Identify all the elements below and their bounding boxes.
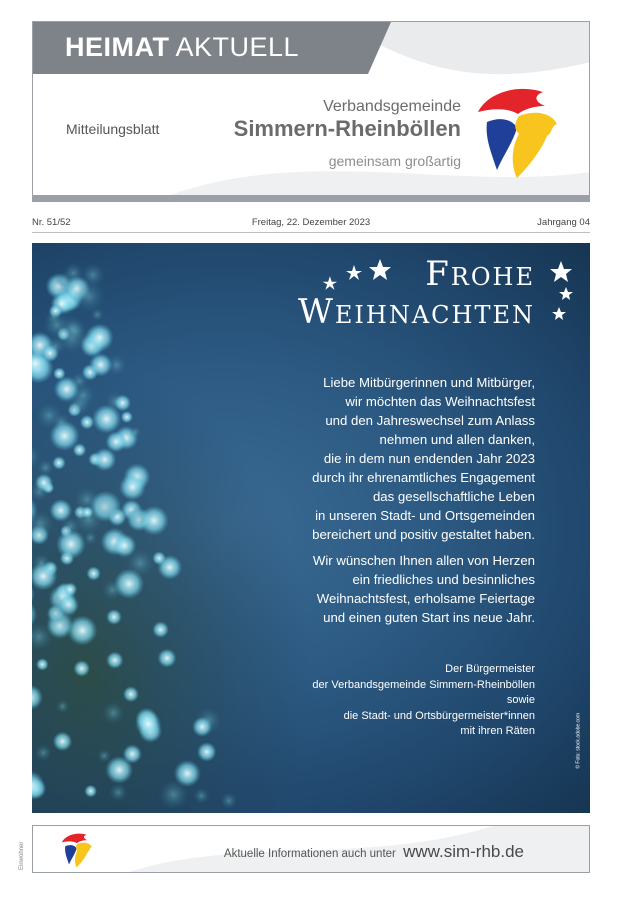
bokeh-light [158,649,177,668]
bokeh-light [102,701,125,724]
message-line: nehmen und allen danken, [379,432,535,447]
bokeh-light [96,491,123,518]
bokeh-light [69,400,82,413]
bokeh-light [135,711,161,737]
message-line: Liebe Mitbürgerinnen und Mitbürger, [323,375,535,390]
bokeh-light [63,582,77,596]
message-line: durch ihr ehrenamtliches Engagement [312,470,535,485]
signoff-line: Der Bürgermeister [445,663,535,675]
signoff-line: die Stadt- und Ortsbürgermeister*innen [343,709,535,722]
bokeh-light [123,744,142,763]
issue-number: Nr. 51/52 [32,217,71,228]
lion-logo-icon [473,82,563,182]
bokeh-light [61,517,81,537]
christmas-heading [298,255,535,331]
bokeh-light [84,785,97,798]
bokeh-light [119,474,146,501]
signoff-line: der Verbandsgemeinde Simmern-Rheinböllen [312,678,535,691]
publication-subtitle: Mitteilungsblatt [66,121,160,137]
photo-credit: © Foto: stock.adobe.com [576,713,582,769]
bokeh-light [123,686,139,702]
message-line: Wir wünschen Ihnen allen von Herzen [312,553,535,568]
bokeh-light [35,474,53,492]
message-line: bereichert und positiv gestaltet haben. [312,527,535,542]
message-line: die in dem nun endenden Jahr 2023 [323,451,535,466]
bokeh-light [121,411,133,423]
issue-date: Freitag, 22. Dezember 2023 [251,217,371,228]
greeting-message [205,373,535,634]
message-line: und den Jahreswechsel zum Anlass [325,413,535,428]
org-line1: Verbandsgemeinde [323,98,461,115]
tagline: gemeinsam großartig [328,153,461,169]
bokeh-light [152,551,166,565]
dateline [32,214,590,233]
website-link[interactable]: www.sim-rhb.de [403,842,524,861]
bokeh-light [114,569,144,599]
message-paragraph-2 [205,551,535,627]
bokeh-light [36,658,49,671]
message-line: ein friedliches und besinnliches [352,572,535,587]
bokeh-light [106,652,123,669]
signoff-line: sowie [506,694,535,706]
bokeh-light [220,792,237,809]
bokeh-light [73,660,90,677]
bokeh-light [126,506,147,527]
christmas-greeting-panel [32,243,590,813]
org-name: Simmern-Rheinböllen [233,116,461,141]
bokeh-light [113,534,137,558]
bokeh-light [80,415,95,430]
heading-line2: Weihnachten [297,292,535,332]
volume-number: Jahrgang 04 [537,217,590,228]
footer-info-text: Aktuelle Informationen auch unter [223,848,396,860]
bokeh-light [129,426,141,438]
bokeh-light [73,443,87,457]
bokeh-light [56,700,70,714]
footer-info [224,842,524,862]
bokeh-light [193,788,210,805]
masthead-rule [32,195,590,202]
message-line: das gesellschaftliche Leben [372,489,535,504]
bokeh-light [81,506,93,518]
bokeh-light [93,448,116,471]
bokeh-light [52,456,66,470]
message-paragraph-1 [205,373,535,544]
greeting-signoff [205,662,535,740]
bokeh-light [109,783,128,802]
masthead [32,21,590,201]
bokeh-light [53,732,73,752]
bokeh-light [197,742,217,762]
bokeh-light [158,779,189,810]
side-label: Einwohner [19,841,25,870]
bokeh-light [53,367,66,380]
bokeh-light [86,566,100,580]
publication-title [65,32,299,63]
message-line: Weihnachtsfest, erholsame Feiertage [316,591,535,606]
bokeh-light [35,744,52,761]
heading-line1: Frohe [425,254,535,294]
footer-banner [32,825,590,873]
bokeh-light [47,601,76,630]
bokeh-light [114,395,131,412]
message-line: und einen guten Start ins neue Jahr. [323,610,535,625]
title-thin: AKTUELL [175,32,300,62]
message-line: wir möchten das Weihnachtsfest [345,394,535,409]
lion-logo-small-icon [57,831,97,869]
title-bold: HEIMAT [65,32,170,62]
message-line: in unseren Stadt- und Ortsgemeinden [315,508,535,523]
signoff-line: mit ihren Räten [460,725,535,737]
bokeh-light [152,621,169,638]
bokeh-light [106,609,122,625]
